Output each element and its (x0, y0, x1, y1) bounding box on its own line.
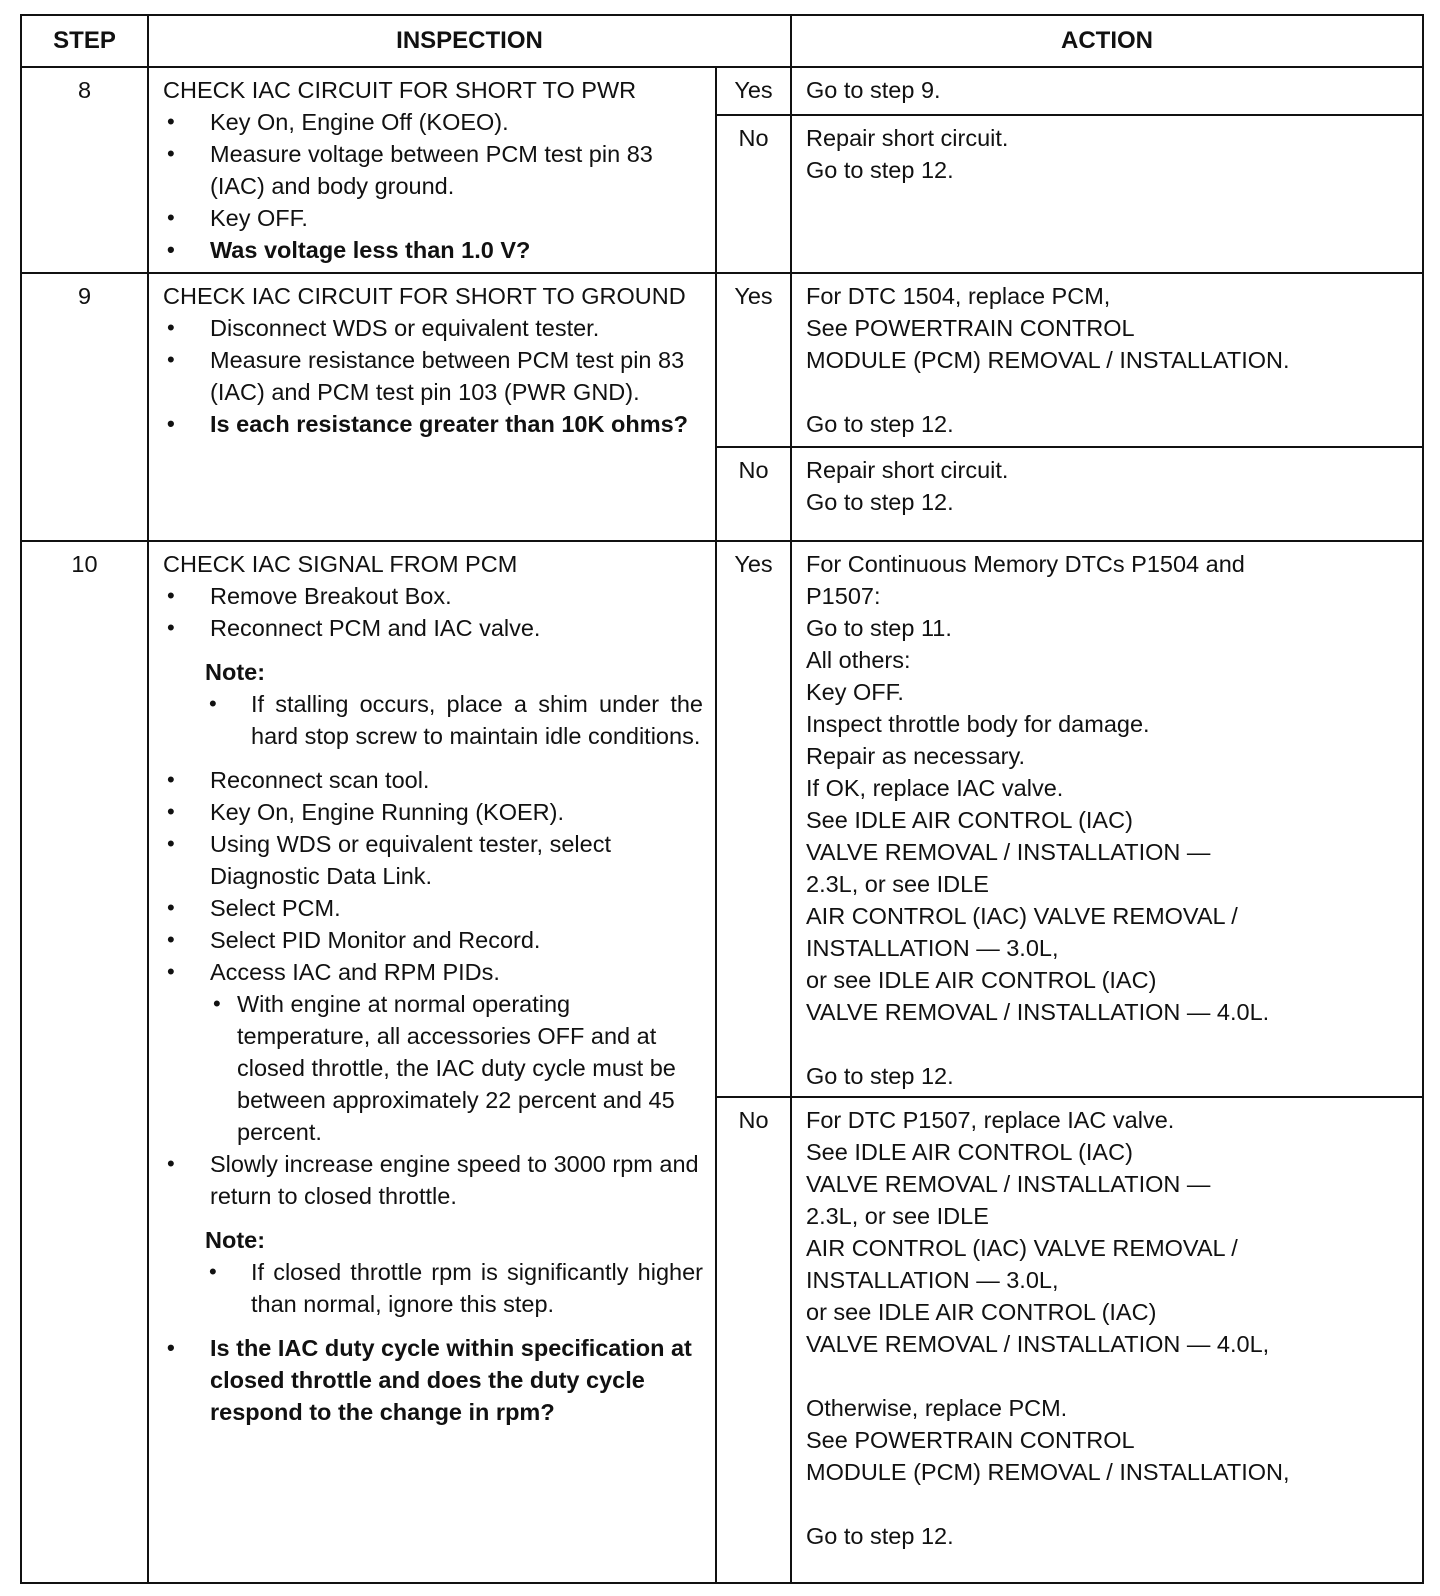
action-line: MODULE (PCM) REMOVAL / INSTALLATION. (806, 347, 1290, 373)
inspection-bullets (163, 106, 703, 266)
yes-action (791, 541, 1423, 1097)
step-number: 10 (21, 541, 148, 1583)
inspection-cell (148, 541, 716, 1583)
action-line: Inspect throttle body for damage. (806, 711, 1150, 737)
inspection-bullet: • Key On, Engine Off (KOEO). (163, 106, 703, 138)
action-line: INSTALLATION — 3.0L, (806, 1267, 1059, 1293)
action-line: For DTC 1504, replace PCM, (806, 283, 1111, 309)
no-action (791, 115, 1423, 273)
inspection-sub-bullets (205, 988, 703, 1148)
inspection-bullet: • Reconnect scan tool. (163, 764, 703, 796)
action-line: See POWERTRAIN CONTROL (806, 315, 1135, 341)
inspection-bullet: • Key On, Engine Running (KOER). (163, 796, 703, 828)
action-line: For DTC P1507, replace IAC valve. (806, 1107, 1175, 1133)
inspection-title: CHECK IAC SIGNAL FROM PCM (163, 551, 518, 577)
action-line: Go to step 12. (806, 489, 954, 515)
action-line: AIR CONTROL (IAC) VALVE REMOVAL / (806, 1235, 1238, 1261)
inspection-bullets (163, 1332, 703, 1428)
no-action (791, 1097, 1423, 1583)
action-line: VALVE REMOVAL / INSTALLATION — (806, 1171, 1211, 1197)
inspection-bullet: • Using WDS or equivalent tester, select Diagnostic Data Link. (163, 828, 703, 892)
action-line: AIR CONTROL (IAC) VALVE REMOVAL / (806, 903, 1238, 929)
header-step: STEP (21, 15, 148, 67)
action-line: Go to step 11. (806, 615, 952, 641)
note-title: Note: (205, 659, 266, 685)
inspection-bullet: • Select PID Monitor and Record. (163, 924, 703, 956)
step-9-yes-row (21, 273, 1423, 447)
yes-action (791, 67, 1423, 115)
yes-label: Yes (716, 273, 791, 447)
action-line: For Continuous Memory DTCs P1504 and (806, 551, 1245, 577)
action-line: Go to step 12. (806, 1063, 954, 1089)
action-line: VALVE REMOVAL / INSTALLATION — (806, 839, 1211, 865)
action-line: P1507: (806, 583, 881, 609)
inspection-bullet: • Remove Breakout Box. (163, 580, 703, 612)
action-line: Otherwise, replace PCM. (806, 1395, 1068, 1421)
action-line: Repair as necessary. (806, 743, 1025, 769)
action-line: or see IDLE AIR CONTROL (IAC) (806, 1299, 1157, 1325)
inspection-bullets (163, 764, 703, 988)
note-block (205, 1224, 703, 1320)
action-line: If OK, replace IAC valve. (806, 775, 1064, 801)
no-action (791, 447, 1423, 541)
action-line (806, 376, 1410, 408)
no-label: No (716, 115, 791, 273)
action-line (806, 1360, 1410, 1392)
action-line: All others: (806, 647, 911, 673)
inspection-bullet: • Disconnect WDS or equivalent tester. (163, 312, 703, 344)
header-action: ACTION (791, 15, 1423, 67)
inspection-bullets (163, 1148, 703, 1212)
no-label: No (716, 447, 791, 541)
action-line: Go to step 12. (806, 1523, 954, 1549)
inspection-question: • Is each resistance greater than 10K ohms? (163, 408, 703, 440)
inspection-bullets (163, 312, 703, 440)
action-line: VALVE REMOVAL / INSTALLATION — 4.0L, (806, 1331, 1270, 1357)
note-text: • If stalling occurs, place a shim under the hard stop screw to maintain idle conditions. (205, 688, 703, 752)
action-line: 2.3L, or see IDLE (806, 871, 989, 897)
action-line: MODULE (PCM) REMOVAL / INSTALLATION, (806, 1459, 1290, 1485)
inspection-bullet: • Measure resistance between PCM test pin 83 (IAC) and PCM test pin 103 (PWR GND). (163, 344, 703, 408)
action-line: Repair short circuit. (806, 125, 1009, 151)
action-line: See POWERTRAIN CONTROL (806, 1427, 1135, 1453)
note-text: • If closed throttle rpm is significantly higher than normal, ignore this step. (205, 1256, 703, 1320)
step-number: 9 (21, 273, 148, 541)
yes-action (791, 273, 1423, 447)
step-number: 8 (21, 67, 148, 273)
action-line: Go to step 9. (806, 77, 941, 103)
inspection-cell (148, 67, 716, 273)
inspection-bullet: • Reconnect PCM and IAC valve. (163, 612, 703, 644)
action-line: Key OFF. (806, 679, 904, 705)
note-block (205, 656, 703, 752)
step-10-yes-row (21, 541, 1423, 1097)
action-line: VALVE REMOVAL / INSTALLATION — 4.0L. (806, 999, 1270, 1025)
action-line: INSTALLATION — 3.0L, (806, 935, 1059, 961)
inspection-bullet: • Key OFF. (163, 202, 703, 234)
inspection-bullet: • Access IAC and RPM PIDs. (163, 956, 703, 988)
inspection-bullet: • Measure voltage between PCM test pin 83 (IAC) and body ground. (163, 138, 703, 202)
yes-label: Yes (716, 541, 791, 1097)
no-label: No (716, 1097, 791, 1583)
inspection-bullet: • Select PCM. (163, 892, 703, 924)
note-title: Note: (205, 1227, 266, 1253)
inspection-title: CHECK IAC CIRCUIT FOR SHORT TO GROUND (163, 283, 686, 309)
action-line (806, 1028, 1410, 1060)
action-line: Repair short circuit. (806, 457, 1009, 483)
inspection-sub-bullet: • With engine at normal operating temperature, all accessories OFF and at closed throttle, the IAC duty cycle must be between approximately 22 percent and 45 percent. (205, 988, 703, 1148)
action-line: Go to step 12. (806, 157, 954, 183)
header-row (21, 15, 1423, 67)
inspection-cell (148, 273, 716, 541)
inspection-bullet: • Slowly increase engine speed to 3000 rpm and return to closed throttle. (163, 1148, 703, 1212)
diagnostic-table (20, 14, 1424, 1584)
header-inspection: INSPECTION (148, 15, 791, 67)
inspection-title: CHECK IAC CIRCUIT FOR SHORT TO PWR (163, 77, 637, 103)
action-line (806, 1488, 1410, 1520)
action-line: 2.3L, or see IDLE (806, 1203, 989, 1229)
action-line: See IDLE AIR CONTROL (IAC) (806, 1139, 1133, 1165)
action-line: See IDLE AIR CONTROL (IAC) (806, 807, 1133, 833)
action-line: or see IDLE AIR CONTROL (IAC) (806, 967, 1157, 993)
step-8-yes-row (21, 67, 1423, 115)
inspection-question: • Is the IAC duty cycle within specification at closed throttle and does the duty cycle respond to the change in rpm? (163, 1332, 703, 1428)
inspection-question: • Was voltage less than 1.0 V? (163, 234, 703, 266)
action-line: Go to step 12. (806, 411, 954, 437)
yes-label: Yes (716, 67, 791, 115)
inspection-bullets (163, 580, 703, 644)
